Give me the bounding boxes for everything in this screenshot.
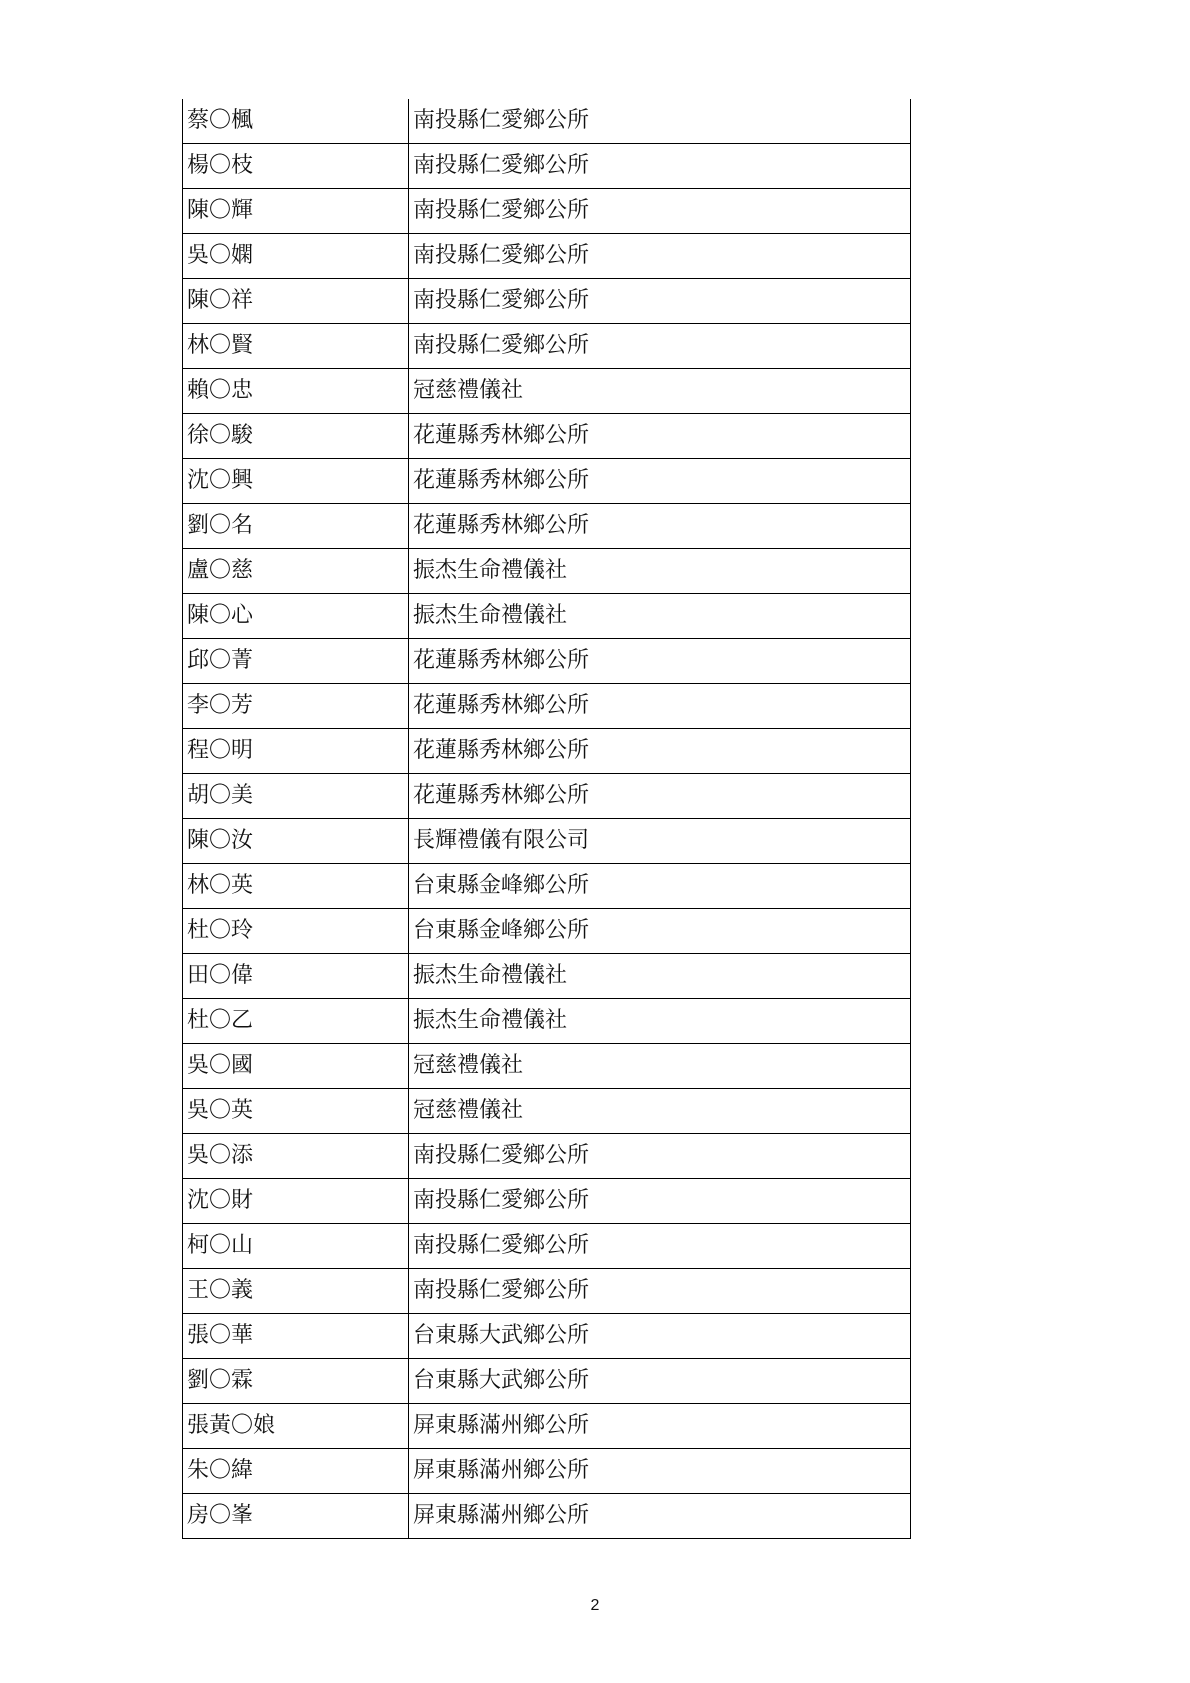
table-row (183, 909, 911, 954)
organization-cell: 南投縣仁愛鄉公所 (409, 99, 911, 144)
name-cell: 盧〇慈 (183, 549, 409, 594)
organization-cell: 南投縣仁愛鄉公所 (409, 1224, 911, 1269)
organization-cell: 屏東縣滿州鄉公所 (409, 1449, 911, 1494)
organization-cell: 南投縣仁愛鄉公所 (409, 324, 911, 369)
table-row (183, 999, 911, 1044)
organization-cell: 花蓮縣秀林鄉公所 (409, 684, 911, 729)
organization-cell: 台東縣大武鄉公所 (409, 1314, 911, 1359)
organization-cell: 台東縣金峰鄉公所 (409, 909, 911, 954)
name-cell: 張黃〇娘 (183, 1404, 409, 1449)
organization-cell: 南投縣仁愛鄉公所 (409, 234, 911, 279)
table-row (183, 459, 911, 504)
name-cell: 陳〇輝 (183, 189, 409, 234)
organization-cell: 振杰生命禮儀社 (409, 549, 911, 594)
page-number: 2 (590, 1597, 600, 1614)
table-row (183, 1134, 911, 1179)
organization-cell: 長輝禮儀有限公司 (409, 819, 911, 864)
name-cell: 賴〇忠 (183, 369, 409, 414)
table-row (183, 774, 911, 819)
organization-cell: 花蓮縣秀林鄉公所 (409, 639, 911, 684)
table-row (183, 1269, 911, 1314)
organization-cell: 花蓮縣秀林鄉公所 (409, 729, 911, 774)
table-row (183, 1494, 911, 1539)
table-row (183, 1449, 911, 1494)
table-row (183, 684, 911, 729)
name-cell: 沈〇興 (183, 459, 409, 504)
table-row (183, 639, 911, 684)
name-cell: 陳〇心 (183, 594, 409, 639)
table-row (183, 1224, 911, 1269)
table-row (183, 1044, 911, 1089)
name-cell: 吳〇國 (183, 1044, 409, 1089)
name-cell: 胡〇美 (183, 774, 409, 819)
roster-table (182, 99, 911, 1539)
table-row (183, 1314, 911, 1359)
name-cell: 劉〇霖 (183, 1359, 409, 1404)
table-row (183, 414, 911, 459)
name-cell: 張〇華 (183, 1314, 409, 1359)
organization-cell: 花蓮縣秀林鄉公所 (409, 414, 911, 459)
name-cell: 沈〇財 (183, 1179, 409, 1224)
name-cell: 吳〇嫻 (183, 234, 409, 279)
organization-cell: 屏東縣滿州鄉公所 (409, 1494, 911, 1539)
organization-cell: 花蓮縣秀林鄉公所 (409, 504, 911, 549)
name-cell: 徐〇駿 (183, 414, 409, 459)
table-row (183, 1404, 911, 1449)
name-cell: 程〇明 (183, 729, 409, 774)
table-row (183, 819, 911, 864)
table-row (183, 1359, 911, 1404)
organization-cell: 南投縣仁愛鄉公所 (409, 189, 911, 234)
name-cell: 楊〇枝 (183, 144, 409, 189)
table-row (183, 954, 911, 999)
organization-cell: 南投縣仁愛鄉公所 (409, 279, 911, 324)
name-cell: 田〇偉 (183, 954, 409, 999)
organization-cell: 南投縣仁愛鄉公所 (409, 1179, 911, 1224)
table-row (183, 1089, 911, 1134)
name-cell: 吳〇英 (183, 1089, 409, 1134)
organization-cell: 花蓮縣秀林鄉公所 (409, 459, 911, 504)
table-row (183, 369, 911, 414)
table-row (183, 504, 911, 549)
organization-cell: 台東縣大武鄉公所 (409, 1359, 911, 1404)
organization-cell: 南投縣仁愛鄉公所 (409, 1269, 911, 1314)
name-cell: 劉〇名 (183, 504, 409, 549)
organization-cell: 振杰生命禮儀社 (409, 594, 911, 639)
name-cell: 李〇芳 (183, 684, 409, 729)
name-cell: 陳〇汝 (183, 819, 409, 864)
table-row (183, 189, 911, 234)
table-row (183, 549, 911, 594)
organization-cell: 屏東縣滿州鄉公所 (409, 1404, 911, 1449)
name-cell: 陳〇祥 (183, 279, 409, 324)
table-row (183, 279, 911, 324)
organization-cell: 台東縣金峰鄉公所 (409, 864, 911, 909)
name-cell: 柯〇山 (183, 1224, 409, 1269)
name-cell: 杜〇乙 (183, 999, 409, 1044)
name-cell: 林〇賢 (183, 324, 409, 369)
name-cell: 房〇峯 (183, 1494, 409, 1539)
table-row (183, 594, 911, 639)
organization-cell: 花蓮縣秀林鄉公所 (409, 774, 911, 819)
name-cell: 吳〇添 (183, 1134, 409, 1179)
organization-cell: 冠慈禮儀社 (409, 1089, 911, 1134)
roster-table-container (182, 99, 910, 1539)
organization-cell: 冠慈禮儀社 (409, 1044, 911, 1089)
organization-cell: 冠慈禮儀社 (409, 369, 911, 414)
name-cell: 林〇英 (183, 864, 409, 909)
organization-cell: 南投縣仁愛鄉公所 (409, 144, 911, 189)
table-row (183, 1179, 911, 1224)
name-cell: 朱〇緯 (183, 1449, 409, 1494)
organization-cell: 振杰生命禮儀社 (409, 999, 911, 1044)
table-row (183, 729, 911, 774)
name-cell: 蔡〇楓 (183, 99, 409, 144)
table-row (183, 864, 911, 909)
table-row (183, 324, 911, 369)
name-cell: 王〇義 (183, 1269, 409, 1314)
name-cell: 邱〇菁 (183, 639, 409, 684)
organization-cell: 振杰生命禮儀社 (409, 954, 911, 999)
name-cell: 杜〇玲 (183, 909, 409, 954)
table-row (183, 99, 911, 144)
organization-cell: 南投縣仁愛鄉公所 (409, 1134, 911, 1179)
table-row (183, 234, 911, 279)
table-row (183, 144, 911, 189)
roster-table-body (183, 99, 911, 1539)
